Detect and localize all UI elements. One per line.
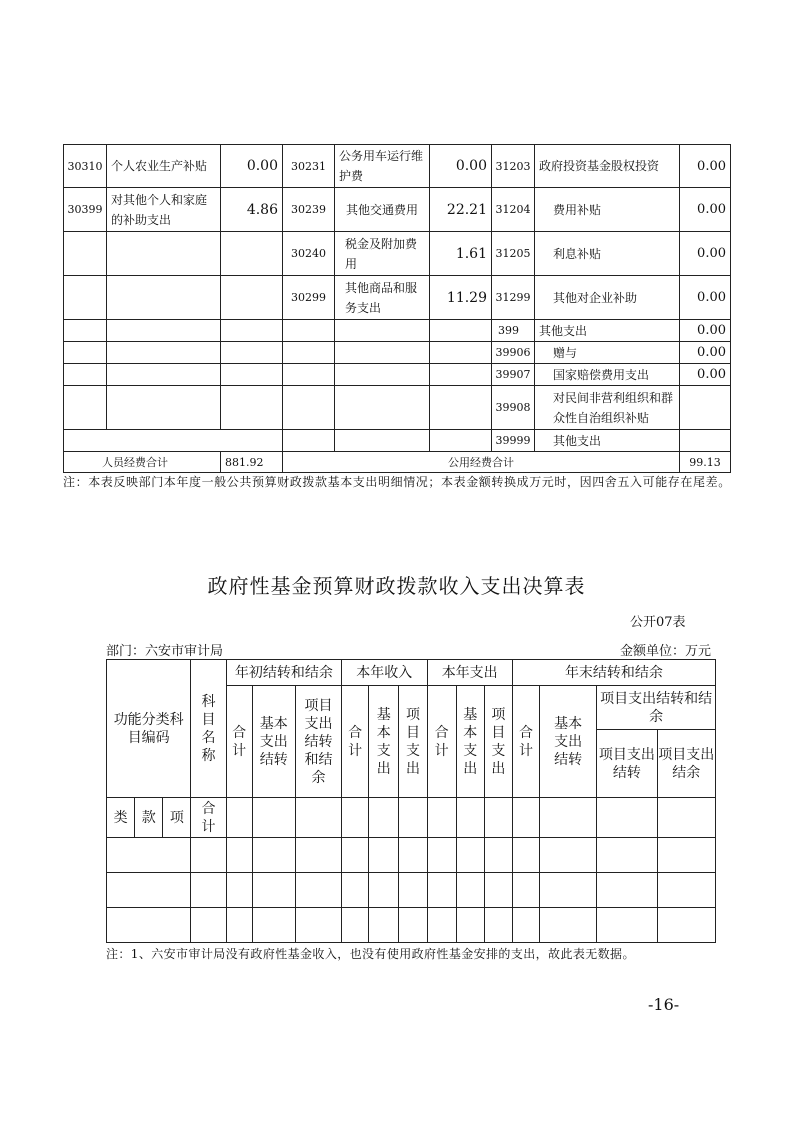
econ-name — [107, 232, 221, 276]
econ-code: 39908 — [492, 386, 535, 430]
econ-name: 其他交通费用 — [335, 188, 430, 232]
amount — [221, 276, 283, 320]
econ-code: 30240 — [283, 232, 335, 276]
expense-project-header: 项目支出 — [484, 686, 512, 798]
econ-code: 31204 — [492, 188, 535, 232]
table-row — [64, 364, 731, 386]
amount: 1.61 — [430, 232, 492, 276]
econ-name: 政府投资基金股权投资 — [535, 145, 680, 188]
closing-project-carry-header: 项目支出结转 — [597, 730, 657, 798]
func-code-header: 功能分类科目编码 — [107, 660, 191, 798]
amount — [680, 386, 731, 430]
income-basic-header: 基本支出 — [369, 686, 399, 798]
amount-unit-label: 金额单位：万元 — [620, 644, 712, 659]
public-total-value: 99.13 — [680, 452, 731, 473]
econ-name — [107, 276, 221, 320]
econ-name: 个人农业生产补贴 — [107, 145, 221, 188]
table-row — [64, 145, 731, 188]
econ-code: 30310 — [64, 145, 107, 188]
table-row — [64, 386, 731, 430]
table-row — [107, 908, 716, 943]
amount: 0.00 — [680, 188, 731, 232]
note-fund-table: 注：1、六安市审计局没有政府性基金收入，也没有使用政府性基金安排的支出，故此表无数据。 — [106, 947, 635, 961]
amount: 0.00 — [680, 364, 731, 386]
table-row — [64, 232, 731, 276]
opening-total-header: 合计 — [226, 686, 252, 798]
amount: 0.00 — [680, 276, 731, 320]
amount — [221, 232, 283, 276]
kuan-header: 款 — [135, 798, 163, 838]
econ-code: 39999 — [492, 430, 535, 452]
opening-project-header: 项目支出结转和结余 — [295, 686, 341, 798]
table-row — [64, 188, 731, 232]
amount: 11.29 — [430, 276, 492, 320]
page-number: -16- — [648, 995, 680, 1014]
income-project-header: 项目支出 — [399, 686, 427, 798]
econ-code — [64, 276, 107, 320]
closing-project-header: 项目支出结转和结余 — [597, 686, 716, 730]
closing-basic-carry-header: 基本支出结转 — [540, 686, 597, 798]
public-total-label: 公用经费合计 — [283, 452, 680, 473]
table-row — [64, 320, 731, 342]
amount: 0.00 — [680, 342, 731, 364]
expense-total-header: 合计 — [427, 686, 456, 798]
econ-code: 30299 — [283, 276, 335, 320]
note-basic-expense: 注：本表反映部门本年度一般公共预算财政拨款基本支出明细情况；本表金额转换成万元时，因四舍五入可能存在尾差。 — [63, 475, 731, 489]
econ-name: 公务用车运行维护费 — [335, 145, 430, 188]
econ-code: 30399 — [64, 188, 107, 232]
fund-table — [106, 659, 716, 943]
closing-balance-header: 年末结转和结余 — [512, 660, 715, 686]
expense-basic-header: 基本支出 — [456, 686, 484, 798]
econ-code: 31203 — [492, 145, 535, 188]
row-total-label: 合计 — [191, 798, 226, 838]
econ-code: 39907 — [492, 364, 535, 386]
table-header-row — [107, 660, 716, 686]
table-row — [64, 452, 731, 473]
table-row — [64, 430, 731, 452]
opening-basic-carry-header: 基本支出结转 — [252, 686, 295, 798]
econ-code: 399 — [492, 320, 535, 342]
amount: 0.00 — [221, 145, 283, 188]
closing-project-balance-header: 项目支出结余 — [657, 730, 715, 798]
econ-code: 39906 — [492, 342, 535, 364]
econ-name: 费用补贴 — [535, 188, 680, 232]
expense-header: 本年支出 — [427, 660, 512, 686]
subject-name-header: 科目名称 — [191, 660, 226, 798]
department-label: 部门：六安市审计局 — [106, 644, 224, 659]
table-row — [64, 342, 731, 364]
econ-name: 赠与 — [535, 342, 680, 364]
amount: 22.21 — [430, 188, 492, 232]
opening-balance-header: 年初结转和结余 — [226, 660, 342, 686]
amount: 4.86 — [221, 188, 283, 232]
econ-name: 对民间非营利组织和群众性自治组织补贴 — [535, 386, 680, 430]
econ-code: 31299 — [492, 276, 535, 320]
closing-total-header: 合计 — [512, 686, 539, 798]
lei-header: 类 — [107, 798, 135, 838]
amount: 0.00 — [680, 232, 731, 276]
econ-name: 其他商品和服务支出 — [335, 276, 430, 320]
personnel-total-value: 881.92 — [221, 452, 283, 473]
econ-name: 对其他个人和家庭的补助支出 — [107, 188, 221, 232]
econ-name: 利息补贴 — [535, 232, 680, 276]
table-header-row — [107, 798, 716, 838]
econ-name: 国家赔偿费用支出 — [535, 364, 680, 386]
amount — [680, 430, 731, 452]
personnel-total-label: 人员经费合计 — [64, 452, 221, 473]
econ-code: 31205 — [492, 232, 535, 276]
amount: 0.00 — [430, 145, 492, 188]
table-number: 公开07表 — [630, 615, 686, 630]
econ-name: 税金及附加费用 — [335, 232, 430, 276]
econ-code: 30239 — [283, 188, 335, 232]
econ-name: 其他支出 — [535, 430, 680, 452]
page-title: 政府性基金预算财政拨款收入支出决算表 — [207, 574, 586, 598]
table-row — [107, 873, 716, 908]
econ-code — [64, 232, 107, 276]
income-total-header: 合计 — [342, 686, 369, 798]
income-header: 本年收入 — [342, 660, 427, 686]
amount: 0.00 — [680, 145, 731, 188]
amount: 0.00 — [680, 320, 731, 342]
econ-code: 30231 — [283, 145, 335, 188]
table-row — [107, 838, 716, 873]
table-row — [64, 276, 731, 320]
basic-expense-table — [63, 144, 731, 473]
econ-name: 其他对企业补助 — [535, 276, 680, 320]
econ-name: 其他支出 — [535, 320, 680, 342]
xiang-header: 项 — [163, 798, 191, 838]
